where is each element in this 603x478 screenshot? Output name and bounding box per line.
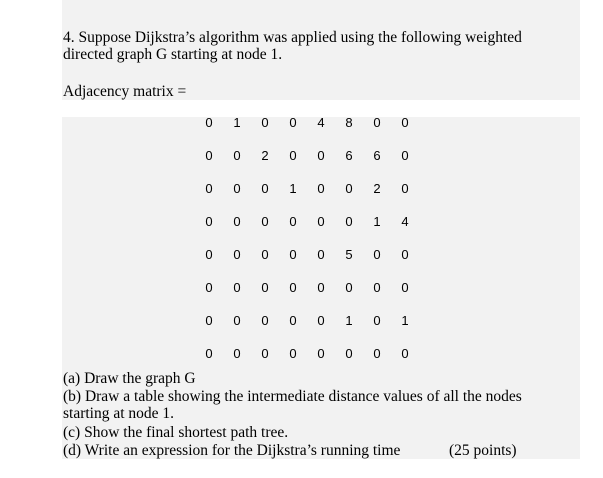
matrix-cell: 8 bbox=[345, 115, 353, 130]
matrix-cell: 0 bbox=[317, 313, 325, 328]
matrix-cell: 0 bbox=[205, 313, 213, 328]
matrix-cell: 0 bbox=[345, 280, 353, 295]
matrix-cell: 0 bbox=[317, 181, 325, 196]
matrix-cell: 0 bbox=[261, 181, 269, 196]
matrix-cell: 1 bbox=[289, 181, 297, 196]
matrix-cell: 5 bbox=[345, 247, 353, 262]
matrix-cell: 4 bbox=[401, 214, 409, 229]
matrix-cell: 0 bbox=[261, 346, 269, 361]
matrix-cell: 0 bbox=[317, 280, 325, 295]
matrix-cell: 0 bbox=[205, 346, 213, 361]
matrix-cell: 1 bbox=[345, 313, 353, 328]
matrix-cell: 0 bbox=[289, 115, 297, 130]
matrix-cell: 0 bbox=[317, 148, 325, 163]
matrix-cell: 0 bbox=[345, 181, 353, 196]
matrix-cell: 2 bbox=[373, 181, 381, 196]
points-label: (25 points) bbox=[449, 442, 517, 459]
matrix-cell: 0 bbox=[289, 313, 297, 328]
matrix-cell: 0 bbox=[233, 181, 241, 196]
matrix-cell: 0 bbox=[205, 247, 213, 262]
matrix-cell: 0 bbox=[373, 313, 381, 328]
matrix-cell: 2 bbox=[261, 148, 269, 163]
matrix-cell: 0 bbox=[373, 247, 381, 262]
matrix-cell: 0 bbox=[289, 280, 297, 295]
matrix-cell: 0 bbox=[261, 214, 269, 229]
matrix-cell: 0 bbox=[233, 148, 241, 163]
matrix-cell: 0 bbox=[289, 346, 297, 361]
matrix-cell: 1 bbox=[373, 214, 381, 229]
matrix-cell: 0 bbox=[261, 280, 269, 295]
matrix-cell: 0 bbox=[401, 247, 409, 262]
matrix-cell: 0 bbox=[261, 247, 269, 262]
matrix-cell: 0 bbox=[401, 115, 409, 130]
matrix-cell: 0 bbox=[233, 346, 241, 361]
part-a: (a) Draw the graph G bbox=[63, 370, 196, 387]
question-line-2: directed graph G starting at node 1. bbox=[63, 46, 283, 63]
matrix-cell: 0 bbox=[205, 181, 213, 196]
matrix-cell: 0 bbox=[345, 346, 353, 361]
matrix-cell: 0 bbox=[373, 115, 381, 130]
matrix-cell: 0 bbox=[261, 115, 269, 130]
matrix-cell: 0 bbox=[289, 214, 297, 229]
matrix-cell: 0 bbox=[289, 247, 297, 262]
matrix-cell: 0 bbox=[261, 313, 269, 328]
matrix-cell: 1 bbox=[401, 313, 409, 328]
matrix-cell: 0 bbox=[205, 148, 213, 163]
matrix-cell: 0 bbox=[317, 247, 325, 262]
matrix-cell: 0 bbox=[205, 214, 213, 229]
matrix-cell: 0 bbox=[401, 280, 409, 295]
matrix-cell: 0 bbox=[317, 214, 325, 229]
matrix-cell: 0 bbox=[401, 148, 409, 163]
matrix-cell: 0 bbox=[289, 148, 297, 163]
matrix-cell: 0 bbox=[345, 214, 353, 229]
matrix-cell: 4 bbox=[317, 115, 325, 130]
part-b-line-2: starting at node 1. bbox=[63, 405, 175, 422]
matrix-cell: 0 bbox=[401, 181, 409, 196]
matrix-cell: 0 bbox=[373, 346, 381, 361]
matrix-cell: 0 bbox=[233, 313, 241, 328]
matrix-cell: 0 bbox=[205, 115, 213, 130]
matrix-cell: 0 bbox=[233, 280, 241, 295]
matrix-cell: 0 bbox=[233, 247, 241, 262]
matrix-cell: 6 bbox=[373, 148, 381, 163]
matrix-cell: 6 bbox=[345, 148, 353, 163]
part-c: (c) Show the final shortest path tree. bbox=[63, 424, 289, 441]
part-b-line-1: (b) Draw a table showing the intermediate distance values of all the nodes bbox=[63, 388, 522, 405]
matrix-cell: 0 bbox=[317, 346, 325, 361]
matrix-cell: 0 bbox=[401, 346, 409, 361]
question-line-1: 4. Suppose Dijkstra’s algorithm was applied using the following weighted bbox=[63, 29, 522, 46]
matrix-cell: 1 bbox=[233, 115, 241, 130]
matrix-cell: 0 bbox=[373, 280, 381, 295]
part-d: (d) Write an expression for the Dijkstra’s running time bbox=[63, 442, 401, 459]
matrix-cell: 0 bbox=[205, 280, 213, 295]
matrix-cell: 0 bbox=[233, 214, 241, 229]
matrix-label: Adjacency matrix = bbox=[63, 83, 187, 100]
